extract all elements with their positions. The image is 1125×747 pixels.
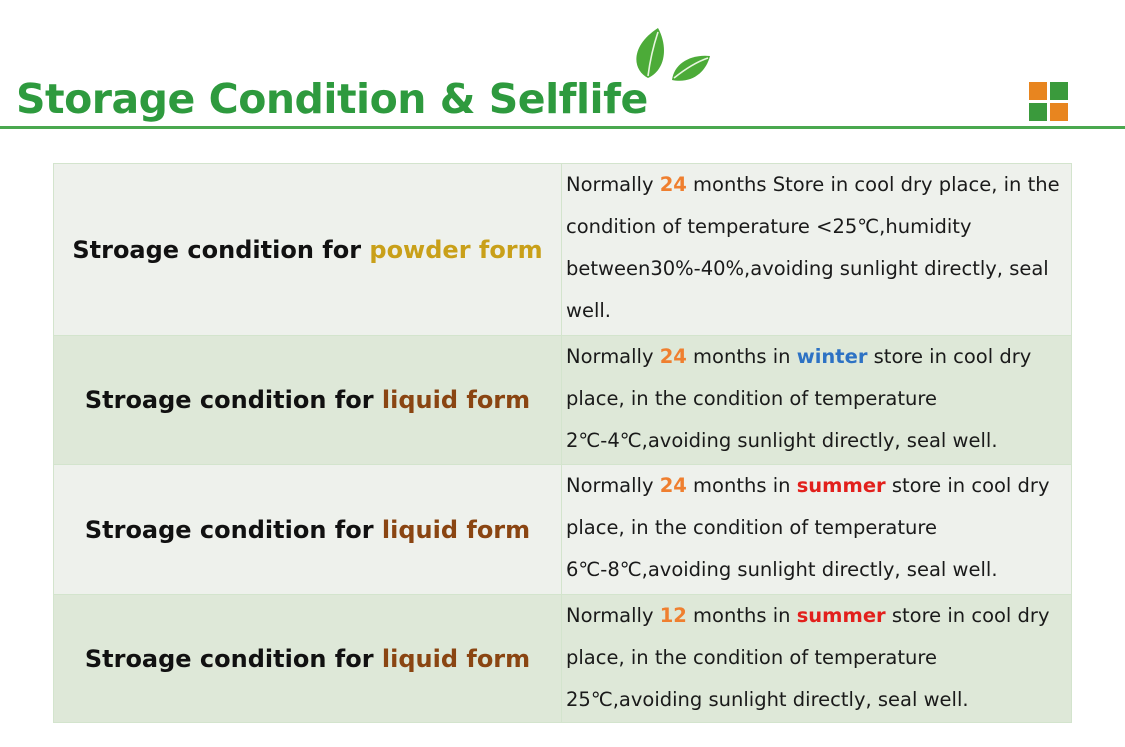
months-value: 12: [659, 604, 687, 627]
condition-description: [562, 465, 1072, 595]
condition-label: [54, 164, 562, 336]
condition-label: [54, 595, 562, 723]
condition-label: [54, 336, 562, 465]
desc-text: months in: [686, 345, 797, 368]
months-value: 24: [659, 345, 687, 368]
desc-text: months in: [686, 474, 797, 497]
table-row: [54, 465, 1072, 595]
label-prefix: Stroage condition for: [84, 644, 382, 673]
desc-text: months Store in cool dry place, in the condition of temperature <25℃,humidity between30%-40%,avoiding sunlight directly, seal well.: [566, 173, 1060, 322]
condition-description: [562, 164, 1072, 336]
condition-description: [562, 336, 1072, 465]
condition-description: [562, 595, 1072, 723]
page-title: Storage Condition & Selflife: [16, 75, 648, 123]
desc-text: months in: [686, 604, 797, 627]
title-divider: [0, 126, 1125, 129]
green-leaves-icon: [628, 24, 714, 88]
condition-label: [54, 465, 562, 595]
label-prefix: Stroage condition for: [84, 515, 382, 544]
form-name: liquid form: [381, 644, 531, 673]
desc-text: store in cool dry place, in the condition of temperature 6℃-8℃,avoiding sunlight directly, seal well.: [566, 474, 1050, 581]
season-label: summer: [796, 474, 886, 497]
table-row: [54, 595, 1072, 723]
desc-text: Normally: [566, 345, 660, 368]
months-value: 24: [659, 474, 687, 497]
label-prefix: Stroage condition for: [84, 386, 382, 414]
table-row: [54, 336, 1072, 465]
desc-text: Normally: [566, 604, 660, 627]
desc-text: Normally: [566, 173, 660, 196]
desc-text: Normally: [566, 474, 660, 497]
four-squares-grid-icon: [1029, 82, 1069, 122]
form-name: liquid form: [381, 386, 531, 414]
season-label: winter: [796, 345, 868, 368]
desc-text: store in cool dry place, in the condition of temperature 2℃-4℃,avoiding sunlight directly, seal well.: [566, 345, 1032, 452]
storage-condition-table: [53, 163, 1072, 723]
form-name: powder form: [369, 235, 543, 264]
desc-text: store in cool dry place, in the condition of temperature 25℃,avoiding sunlight directly, seal well.: [566, 604, 1050, 711]
months-value: 24: [659, 173, 687, 196]
label-prefix: Stroage condition for: [72, 235, 370, 264]
season-label: summer: [796, 604, 886, 627]
table-row: [54, 164, 1072, 336]
form-name: liquid form: [381, 515, 531, 544]
